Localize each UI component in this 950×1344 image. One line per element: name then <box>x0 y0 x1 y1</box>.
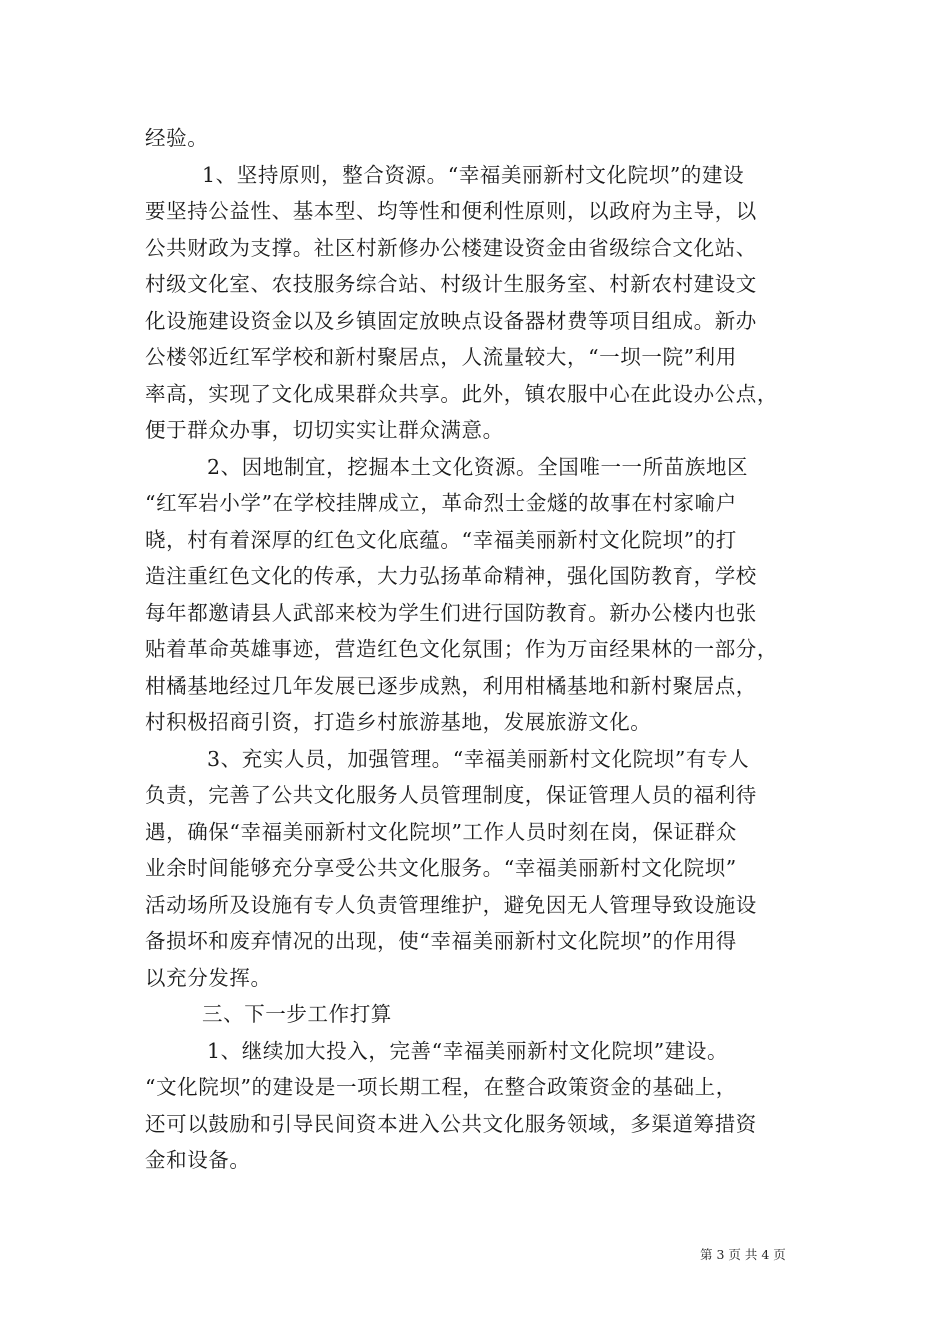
text-line: 化设施建设资金以及乡镇固定放映点设备器材费等项目组成。新办 <box>145 308 757 333</box>
text-line: 晓，村有着深厚的红色文化底蕴。“幸福美丽新村文化院坝”的打 <box>145 527 737 552</box>
text-line: 公楼邻近红军学校和新村聚居点，人流量较大，“一坝一院”利用 <box>145 345 737 369</box>
text-line: 造注重红色文化的传承，大力弘扬革命精神，强化国防教育，学校 <box>145 564 757 588</box>
text-line: 经验。 <box>145 126 209 150</box>
section-heading: 三、下一步工作打算 <box>202 1002 392 1026</box>
page-number-footer: 第 3 页 共 4 页 <box>700 1247 786 1262</box>
text-line: 以充分发挥。 <box>145 965 272 990</box>
paragraph-heading-3: 3、充实人员，加强管理。“幸福美丽新村文化院坝”有专人 <box>207 746 750 771</box>
text-line: 还可以鼓励和引导民间资本进入公共文化服务领域，多渠道筹措资 <box>145 1111 757 1136</box>
text-line: 备损坏和废弃情况的出现，使“幸福美丽新村文化院坝”的作用得 <box>145 929 737 953</box>
text-line: 要坚持公益性、基本型、均等性和便利性原则，以政府为主导，以 <box>145 199 757 223</box>
text-line: “红军岩小学”在学校挂牌成立，革命烈士金燧的故事在村家喻户 <box>145 491 737 515</box>
text-line: 率高，实现了文化成果群众共享。此外，镇农服中心在此设办公点， <box>145 381 778 406</box>
text-line: 金和设备。 <box>145 1148 251 1172</box>
text-line: 便于群众办事，切切实实让群众满意。 <box>145 418 504 442</box>
paragraph-heading-2: 2、因地制宜，挖掘本土文化资源。全国唯一一所苗族地区 <box>207 454 749 479</box>
text-line: 贴着革命英雄事迹，营造红色文化氛围；作为万亩经果林的一部分， <box>145 637 778 661</box>
text-line: 柑橘基地经过几年发展已逐步成熟，利用柑橘基地和新村聚居点， <box>145 673 757 698</box>
text-line: 村级文化室、农技服务综合站、村级计生服务室、村新农村建设文 <box>145 272 757 296</box>
text-line: 每年都邀请县人武部来校为学生们进行国防教育。新办公楼内也张 <box>145 600 757 625</box>
paragraph-heading-1: 1、坚持原则，整合资源。“幸福美丽新村文化院坝”的建设 <box>202 162 745 187</box>
paragraph-heading-4: 1、继续加大投入，完善“幸福美丽新村文化院坝”建设。 <box>207 1038 729 1063</box>
text-line: 活动场所及设施有专人负责管理维护，避免因无人管理导致设施设 <box>145 892 757 917</box>
text-line: 遇，确保“幸福美丽新村文化院坝”工作人员时刻在岗，保证群众 <box>145 819 737 844</box>
body-text <box>145 120 810 1179</box>
text-line: 负责，完善了公共文化服务人员管理制度，保证管理人员的福利待 <box>145 783 757 807</box>
text-line: 业余时间能够充分享受公共文化服务。“幸福美丽新村文化院坝” <box>145 856 737 880</box>
text-line: “文化院坝”的建设是一项长期工程，在整合政策资金的基础上， <box>145 1075 737 1099</box>
text-line: 村积极招商引资，打造乡村旅游基地，发展旅游文化。 <box>145 710 652 734</box>
text-line: 公共财政为支撑。社区村新修办公楼建设资金由省级综合文化站、 <box>145 235 757 260</box>
